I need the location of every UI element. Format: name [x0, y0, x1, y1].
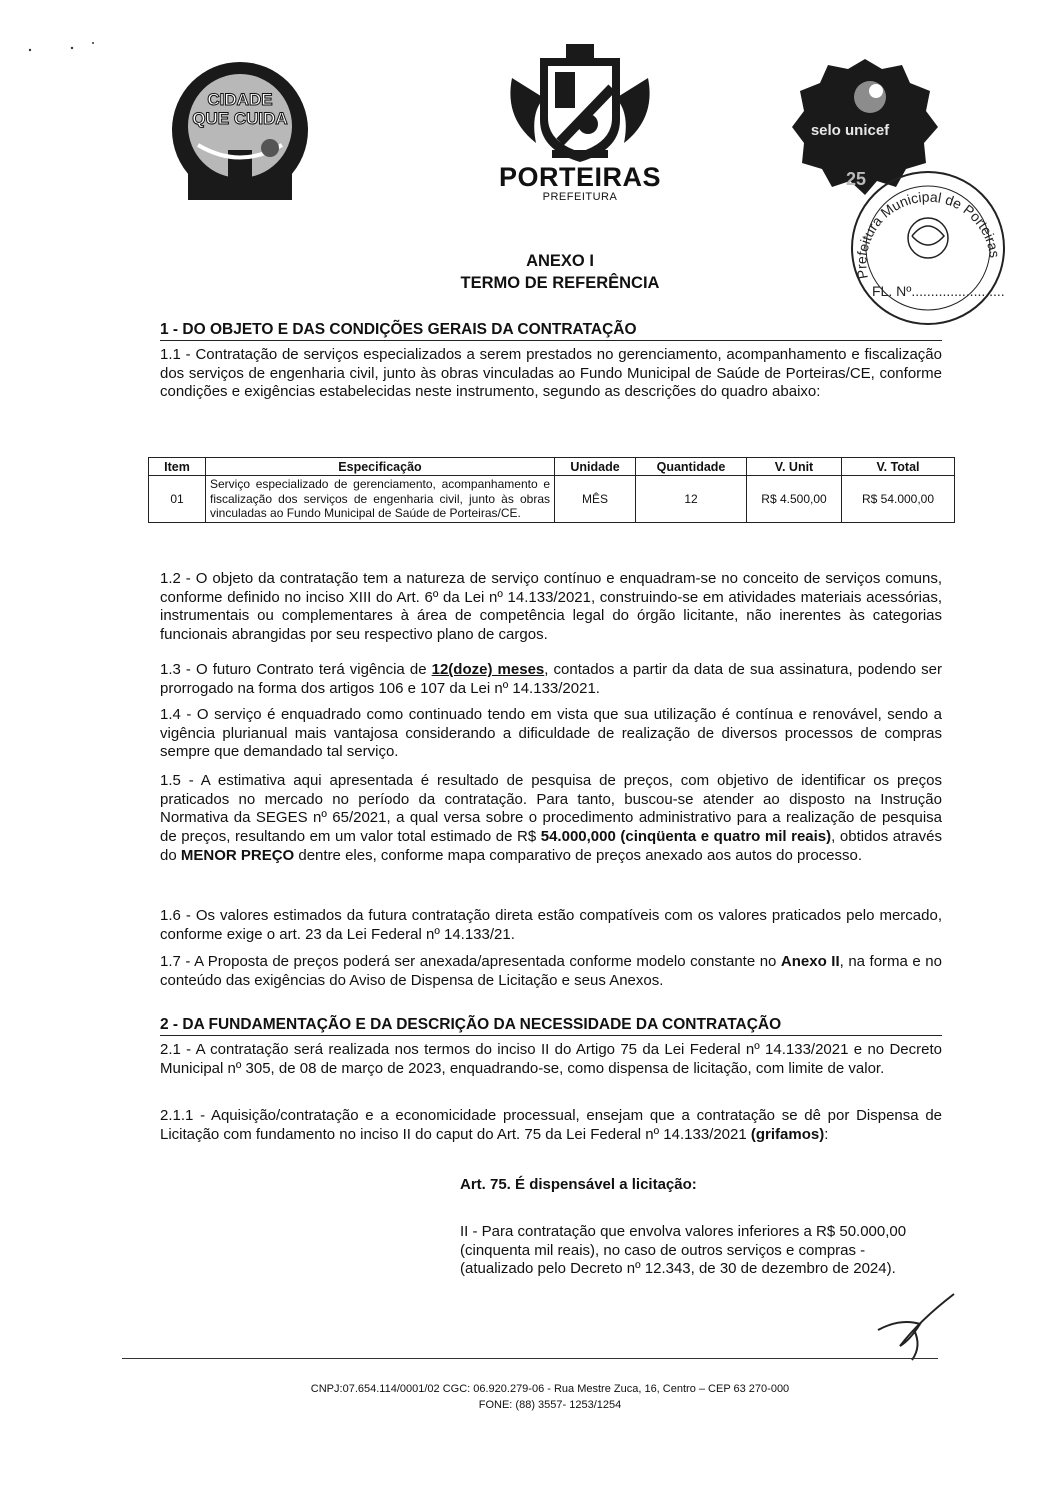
brand-block	[470, 162, 690, 203]
specification-table	[148, 457, 955, 523]
porteiras-crest-logo	[500, 38, 660, 168]
p2-1-1-end: :	[824, 1125, 829, 1143]
section1-title: 1 - DO OBJETO E DAS CONDIÇÕES GERAIS DA CONTRATAÇÃO	[160, 321, 942, 341]
cell-unit: MÊS	[555, 476, 636, 523]
col-item: Item	[149, 458, 206, 476]
p1-3-end: , contados a partir da data de sua assinatura, podendo ser prorrogado na forma dos artigos 106 e 107 da Lei nº 14.133/2021.	[160, 661, 943, 697]
stamp-text	[853, 189, 1003, 281]
cell-unit-value: R$ 4.500,00	[747, 476, 842, 523]
p1-5-value: 54.000,000 (cinqüenta e quatro mil reais)	[540, 828, 832, 846]
section2-title: 2 - DA FUNDAMENTAÇÃO E DA DESCRIÇÃO DA NECESSIDADE DA CONTRATAÇÃO	[160, 1016, 942, 1036]
col-unit-value: V. Unit	[747, 458, 842, 476]
p1-7-start: 1.7 - A Proposta de preços poderá ser anexada/apresentada conforme modelo constante no	[160, 953, 781, 970]
logo-text-line2: QUE CUIDA	[192, 109, 288, 128]
cidade-que-cuida-logo	[170, 60, 310, 200]
stamp-folio: FL. Nº........................	[872, 283, 1005, 299]
scan-specks-graphic	[25, 40, 105, 60]
paragraph-2-1: 2.1 - A contratação será realizada nos termos do inciso II do Artigo 75 da Lei Federal nº 14.133/2021 e no Decreto Municipal nº 305, de 08 de março de 2023, enquadrando-se, como dispensa de licitação, com limite de valor.	[160, 1041, 942, 1077]
paragraph-1-6: 1.6 - Os valores estimados da futura contratação direta estão compatíveis com os valores praticados pelo mercado, conforme exige o art. 23 da Lei Federal nº 14.133/21.	[160, 907, 942, 943]
col-unit: Unidade	[555, 458, 636, 476]
p1-7-end: , na forma e no conteúdo das exigências do Aviso de Dispensa de Licitação e seus Anexos.	[160, 953, 942, 989]
p1-5-end: dentre eles, conforme mapa comparativo de preços anexado aos autos do processo.	[294, 846, 863, 864]
brand-name: PORTEIRAS	[498, 162, 662, 192]
p1-5-start: 1.5 - A estimativa aqui apresentada é resultado de pesquisa de preços, com objetivo de identificar os preços praticados no mercado no período da contratação. Para tanto, buscou-se atender ao disposto na Instrução Normativa da SEGES nº 65/2021, a qual versa sobre o procedimento administrativo para a realização de pesquisa de preços, resultando em um valor total estimado de R$	[160, 772, 942, 846]
p1-3-start: 1.3 - O futuro Contrato terá vigência de	[160, 661, 432, 678]
stamp-arc-text: Prefeitura Municipal de Porteiras	[853, 188, 1004, 281]
col-total-value: V. Total	[842, 458, 955, 476]
quote-title: Art. 75. É dispensável a licitação:	[460, 1176, 697, 1193]
p1-5-criterion: MENOR PREÇO	[180, 846, 295, 864]
table-row	[149, 476, 955, 523]
col-qty: Quantidade	[636, 458, 747, 476]
footer	[150, 1381, 950, 1413]
footer-divider	[122, 1358, 938, 1359]
p2-1-1-emphasis: (grifamos)	[750, 1125, 825, 1143]
paragraph-1-5	[160, 772, 942, 866]
footer-phone: FONE: (88) 3557- 1253/1254	[478, 1399, 622, 1411]
p2-1-1-start: 2.1.1 - Aquisição/contratação e a economicidade processual, ensejam que a contratação se dê por Dispensa de Licitação com fundamento no inciso II do caput do Art. 75 da Lei Federal nº 14.133/2021	[160, 1107, 942, 1143]
footer-address: CNPJ:07.654.114/0001/02 CGC: 06.920.279-06 - Rua Mestre Zuca, 16, Centro – CEP 63 270-000	[310, 1383, 790, 1395]
cell-total-value: R$ 54.000,00	[842, 476, 955, 523]
unicef-text: selo unicef	[810, 122, 890, 139]
p1-3-term: 12(doze) meses	[431, 661, 545, 678]
brand-subtitle: PREFEITURA	[542, 191, 618, 203]
p1-5-mid: , obtidos através do	[160, 828, 942, 864]
annex-heading	[380, 250, 740, 294]
quote-body: II - Para contratação que envolva valores inferiores a R$ 50.000,00 (cinquenta mil reais), no caso de outros serviços e compras - (atualizado pelo Decreto nº 12.343, de 30 de dezembro de 2024).	[460, 1223, 907, 1278]
cell-item: 01	[149, 476, 206, 523]
handwritten-signature	[870, 1290, 960, 1362]
cell-spec: Serviço especializado de gerenciamento, acompanhamento e fiscalização dos serviços de engenharia civil, junto às obras vinculadas ao Fundo Municipal de Saúde de Porteiras/CE.	[206, 476, 555, 523]
annex-title: ANEXO I	[526, 252, 594, 270]
col-spec: Especificação	[206, 458, 555, 476]
paragraph-1-4: 1.4 - O serviço é enquadrado como continuado tendo em vista que sua utilização é contínua e renovável, sendo a vigência plurianual mais vantajosa considerando a dificuldade de realização de diversos processos de compras sempre que demandado tal serviço.	[160, 706, 942, 761]
paragraph-2-1-1	[160, 1107, 942, 1144]
paragraph-1-3	[160, 661, 942, 698]
annex-subtitle: TERMO DE REFERÊNCIA	[460, 274, 660, 292]
table-header-row	[149, 458, 955, 476]
logo-text-line1: CIDADE	[207, 90, 273, 109]
scan-specks	[25, 40, 105, 65]
unicef-number: 25	[845, 169, 867, 189]
cell-qty: 12	[636, 476, 747, 523]
municipal-stamp	[842, 96, 1012, 328]
paragraph-1-1: 1.1 - Contratação de serviços especializados a serem prestados no gerenciamento, acompanhamento e fiscalização dos serviços de engenharia civil, junto às obras vinculadas ao Fundo Municipal de Saúde de Porteiras/CE, conforme condições e exigências estabelecidas neste instrumento, segundo as descrições do quadro abaixo:	[160, 346, 942, 401]
paragraph-1-7	[160, 953, 942, 990]
p1-7-annex: Anexo II	[780, 953, 840, 970]
paragraph-1-2: 1.2 - O objeto da contratação tem a natureza de serviço contínuo e enquadram-se no conceito de serviços comuns, conforme definido no inciso XIII do Art. 6º da Lei nº 14.133/2021, construindo-se em atividades materiais acessórias, instrumentais ou complementares à área de competência legal do órgão licitante, não inerentes às categorias funcionais abrangidas por seu respectivo plano de cargos.	[160, 570, 942, 644]
